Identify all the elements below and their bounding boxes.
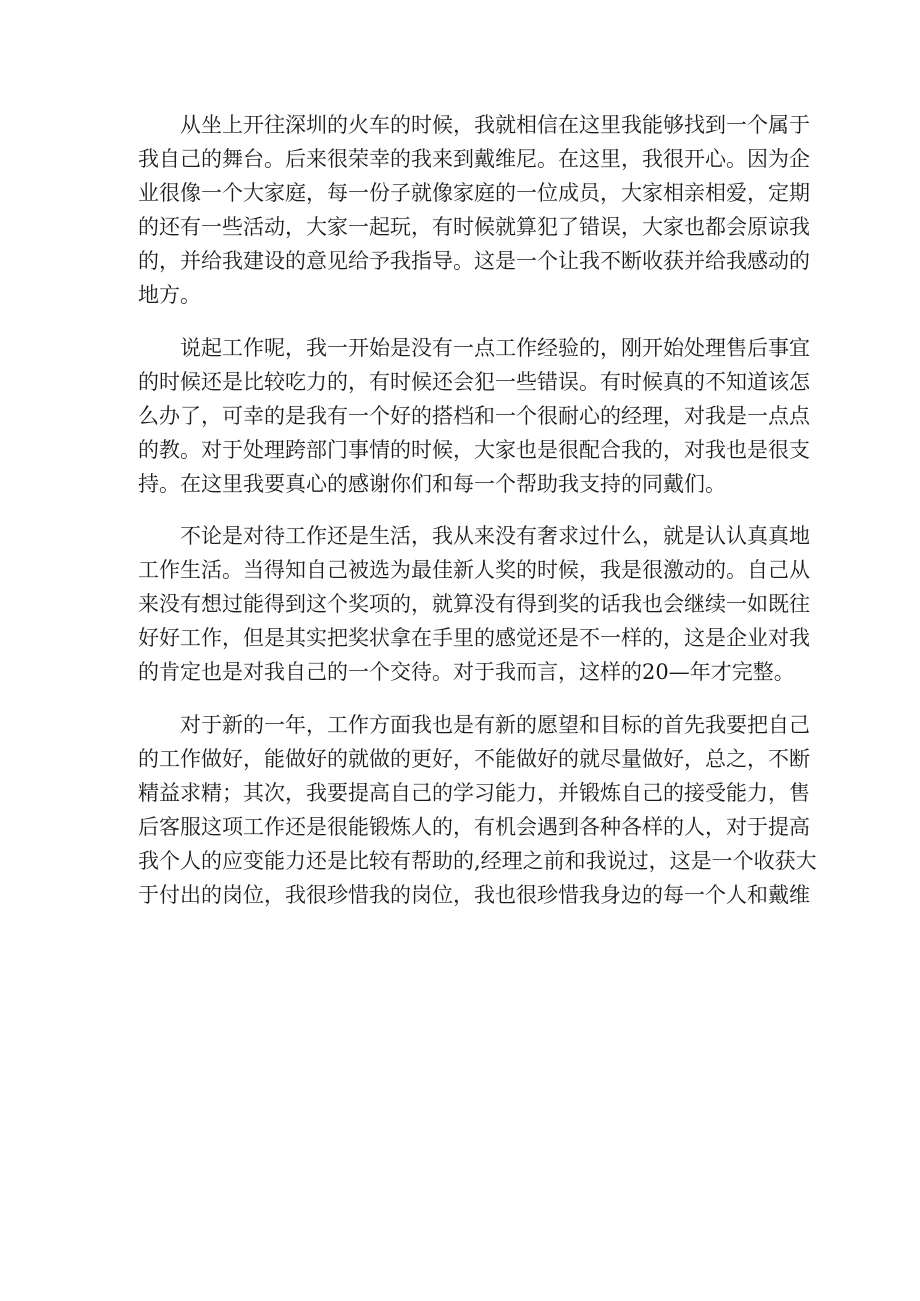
- text-line: 持。在这里我要真心的感谢你们和每一个帮助我支持的同戴们。: [138, 471, 726, 496]
- text-line: 么办了，可幸的是我有一个好的搭档和一个很耐心的经理，对我是一点点: [138, 403, 810, 428]
- text-line: 我自己的舞台。后来很荣幸的我来到戴维尼。在这里，我很开心。因为企: [138, 147, 810, 172]
- paragraph-3: [138, 519, 810, 689]
- text-line: 从坐上开往深圳的火车的时候，我就相信在这里我能够找到一个属于: [180, 113, 810, 137]
- text-line: 不论是对待工作还是生活，我从来没有奢求过什么，就是认认真真地: [180, 524, 810, 549]
- text-line: 的，并给我建设的意见给予我指导。这是一个让我不断收获并给我感动的: [138, 249, 810, 274]
- text-line: 的肯定也是对我自己的一个交待。对于我而言，这样的20—年才完整。: [138, 660, 795, 685]
- text-line: 的教。对于处理跨部门事情的时候，大家也是很配合我的，对我也是很支: [138, 437, 810, 462]
- text-line: 的时候还是比较吃力的，有时候还会犯一些错误。有时候真的不知道该怎: [138, 369, 810, 394]
- text-line: 我个人的应变能力还是比较有帮助的,经理之前和我说过，这是一个收获大: [138, 848, 817, 873]
- text-line: 的还有一些活动，大家一起玩，有时候就算犯了错误，大家也都会原谅我: [138, 215, 810, 240]
- paragraph-1: [138, 108, 810, 313]
- text-line: 的工作做好，能做好的就做的更好，不能做好的就尽量做好，总之，不断: [138, 746, 810, 771]
- text-line: 精益求精；其次，我要提高自己的学习能力，并锻炼自己的接受能力，售: [138, 780, 810, 805]
- text-line: 说起工作呢，我一开始是没有一点工作经验的，刚开始处理售后事宜: [180, 335, 810, 360]
- document-page: [138, 108, 817, 912]
- text-line: 地方。: [138, 283, 201, 308]
- paragraph-4: [138, 708, 817, 913]
- text-line: 于付出的岗位，我很珍惜我的岗位，我也很珍惜我身边的每一个人和戴维: [138, 882, 810, 907]
- text-line: 业很像一个大家庭，每一份子就像家庭的一位成员，大家相亲相爱，定期: [138, 181, 810, 206]
- paragraph-2: [138, 331, 810, 501]
- text-line: 工作生活。当得知自己被选为最佳新人奖的时候，我是很激动的。自己从: [138, 558, 810, 583]
- text-line: 来没有想过能得到这个奖项的，就算没有得到奖的话我也会继续一如既往: [138, 592, 810, 617]
- text-line: 后客服这项工作还是很能锻炼人的，有机会遇到各种各样的人，对于提高: [138, 814, 810, 839]
- text-line: 好好工作，但是其实把奖状拿在手里的感觉还是不一样的，这是企业对我: [138, 626, 810, 651]
- text-line: 对于新的一年，工作方面我也是有新的愿望和目标的首先我要把自己: [180, 712, 810, 737]
